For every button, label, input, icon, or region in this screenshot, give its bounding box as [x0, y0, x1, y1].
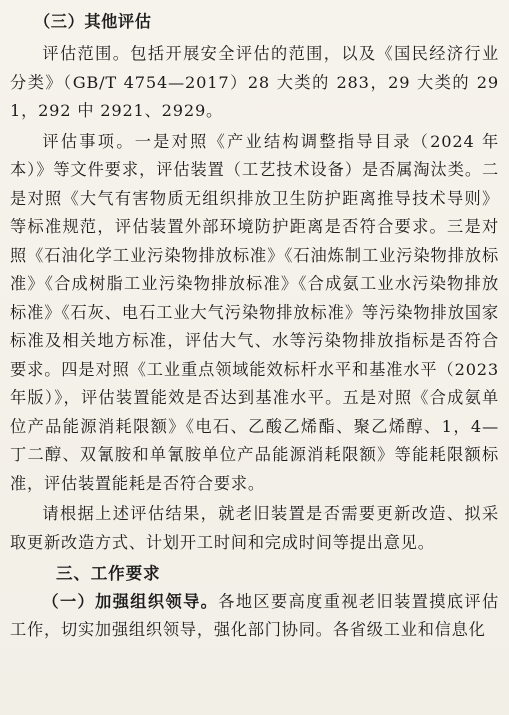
section-heading-other-evaluation: （三）其他评估	[34, 12, 152, 31]
paragraph-organization-leadership	[10, 588, 499, 645]
paragraph-submit-opinions: 请根据上述评估结果，就老旧装置是否需要更新改造、拟采取更新改造方式、计划开工时间和完成时间等提出意见。	[10, 504, 499, 552]
subheading-strengthen-leadership: （一）加强组织领导。	[42, 591, 219, 611]
major-heading-work-requirements: 三、工作要求	[56, 563, 161, 583]
paragraph-evaluation-items: 评估事项。一是对照《产业结构调整指导目录（2024 年本）》等文件要求，评估装置（工艺技术设备）是否属淘汰类。二是对照《大气有害物质无组织排放卫生防护距离推导技术导则》等标准规范，评估装置外部环境防护距离是否符合要求。三是对照《石油化学工业污染物排放标准》《石油炼制工业污染物排放标准》《合成树脂工业污染物排放标准》《合成氨工业水污染物排放标准》《石灰、电石工业大气污染物排放标准》等污染物排放国家标准及相关地方标准，评估大气、水等污染物排放指标是否符合要求。四是对照《工业重点领域能效标杆水平和基准水平（2023 年版）》，评估装置能效是否达到基准水平。五是对照《合成氨单位产品能源消耗限额》《电石、乙酸乙烯酯、聚乙烯醇、1，4—丁二醇、双氰胺和单氰胺单位产品能源消耗限额》等能耗限额标准，评估装置能耗是否符合要求。	[10, 131, 499, 493]
paragraph-evaluation-scope: 评估范围。包括开展安全评估的范围，以及《国民经济行业分类》（GB/T 4754—2017）28 大类的 283，29 大类的 291，292 中 2921、2929。	[10, 44, 499, 120]
paragraph-organization-leadership-body: 各地区要高度重视老旧装置摸底评估工作，切实加强组织领导，强化部门协同。各省级工业和信息化	[10, 591, 499, 639]
